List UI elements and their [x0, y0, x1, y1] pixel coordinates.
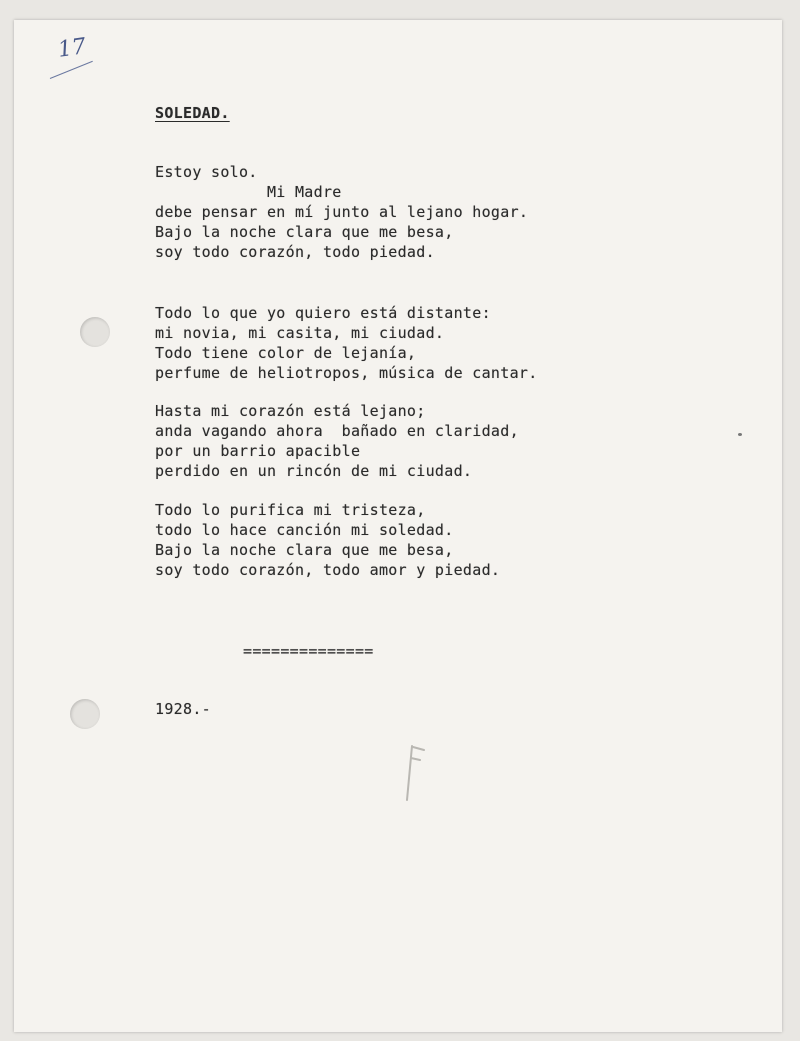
stanza-1 — [155, 162, 528, 262]
poem-line: anda vagando ahora bañado en claridad, — [155, 422, 519, 440]
stanza-3 — [155, 401, 519, 481]
poem-line: Bajo la noche clara que me besa, — [155, 223, 454, 241]
poem-line: perdido en un rincón de mi ciudad. — [155, 462, 473, 480]
poem-line: por un barrio apacible — [155, 442, 361, 460]
poem-line: Hasta mi corazón está lejano; — [155, 402, 426, 420]
folio-number: 17 — [56, 34, 88, 63]
poem-line: mi novia, mi casita, mi ciudad. — [155, 324, 445, 342]
poem-line: perfume de heliotropos, música de cantar. — [155, 364, 538, 382]
section-divider: ============== — [243, 642, 374, 660]
pencil-mark — [398, 744, 428, 802]
poem-title: SOLEDAD. — [155, 104, 230, 122]
punch-hole — [70, 699, 100, 729]
paper-speck — [738, 433, 742, 436]
poem-line: Estoy solo. — [155, 163, 258, 181]
folio-pen-stroke — [50, 61, 93, 79]
poem-line: soy todo corazón, todo amor y piedad. — [155, 561, 501, 579]
poem-line: Mi Madre — [155, 183, 342, 201]
poem-date: 1928.- — [155, 700, 211, 718]
paper-sheet — [14, 20, 782, 1032]
stanza-2 — [155, 303, 538, 383]
poem-line: todo lo hace canción mi soledad. — [155, 521, 454, 539]
poem-line: Bajo la noche clara que me besa, — [155, 541, 454, 559]
poem-line: soy todo corazón, todo piedad. — [155, 243, 435, 261]
punch-hole — [80, 317, 110, 347]
poem-line: debe pensar en mí junto al lejano hogar. — [155, 203, 529, 221]
poem-line: Todo tiene color de lejanía, — [155, 344, 417, 362]
stanza-4 — [155, 500, 500, 580]
poem-line: Todo lo purifica mi tristeza, — [155, 501, 426, 519]
poem-line: Todo lo que yo quiero está distante: — [155, 304, 491, 322]
